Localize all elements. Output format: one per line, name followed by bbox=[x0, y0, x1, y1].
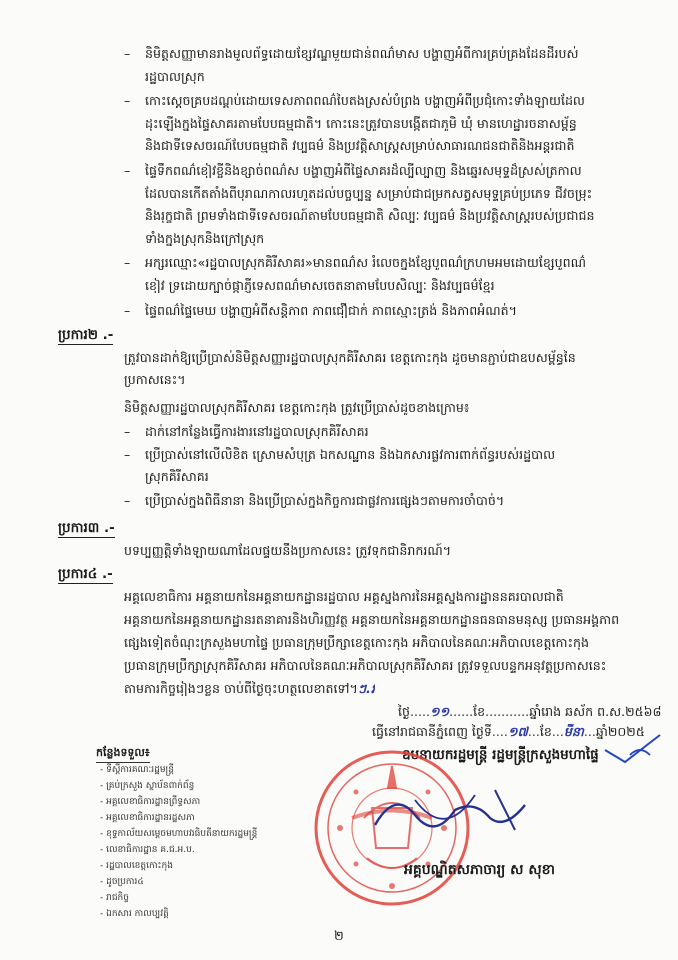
bullet-dash: – bbox=[124, 493, 131, 508]
bullet-text-line: រដ្ឋបាលស្រុក bbox=[145, 68, 205, 84]
recipients-heading: កន្លែងទទួល៖ bbox=[96, 746, 150, 763]
bullet-text-line: ដែលបានកើតតាំងពីបុរាណកាលរហូតដល់បច្ចុប្បន្ន សម្រាប់ជាជម្រកសត្វសមុទ្ទគ្រប់ប្រភេទ ជីវចម្រុះ bbox=[145, 185, 593, 201]
signatory-title: ឧបនាយករដ្ឋមន្ត្រី រដ្ឋមន្ត្រីក្រសួងមហាផ្ទៃ bbox=[402, 747, 599, 763]
bullet-dash: – bbox=[124, 93, 131, 109]
recipient-item: - អគ្គលេខាធិការដ្ឋានព្រឹទ្ធសភា bbox=[100, 797, 201, 807]
initial-mark-icon bbox=[600, 730, 670, 770]
article-2-para-line: ប្រកាសនេះ។ bbox=[124, 372, 186, 387]
bullet-dash: – bbox=[124, 447, 131, 462]
recipient-item: - គ្រប់ក្រសួង ស្ថាប័នពាក់ព័ន្ធ bbox=[100, 781, 195, 791]
bullet-text-line: និមិត្តសញ្ញាមានរាងមូលព័ទ្ធដោយខ្សែវណ្ឌមួយជាន់ពណ៌មាស បង្ហាញអំពីការគ្រប់គ្រងដែនដីរបស់ bbox=[145, 46, 579, 61]
usage-item-line: ដាក់នៅកន្លែងធ្វើការងារនៅរដ្ឋបាលស្រុកគិរីសាគរ bbox=[145, 424, 369, 439]
signatory-name: អគ្គបណ្ឌិតសភាចារ្យ ស សុខា bbox=[404, 862, 555, 878]
article-4-heading: ប្រការ៤ .- bbox=[58, 566, 113, 582]
article-2-lead: និមិត្តសញ្ញារដ្ឋបាលស្រុកគិរីសាគរ ខេត្តកោះកុង ត្រូវប្រើប្រាស់ដូចខាងក្រោម៖ bbox=[124, 400, 470, 415]
usage-item-line: ប្រើប្រាស់នៅលើលិខិត ស្រោមសំបុត្រ ឯកសណ្ឋាន និងឯកសារផ្លូវការពាក់ព័ន្ធរបស់រដ្ឋបាល bbox=[145, 447, 556, 462]
article-4-para-line: ផ្សេងទៀតចំណុះក្រសួងមហាផ្ទៃ ប្រធានក្រុមប្រឹក្សាខេត្តកោះកុង អភិបាលនៃគណៈអភិបាលខេត្តកោះកុង bbox=[124, 635, 589, 650]
recipient-item: - លេខាធិការដ្ឋាន គ.ជ.អ.ប. bbox=[100, 845, 195, 855]
recipient-item: - រដ្ឋបាលខេត្តកោះកុង bbox=[100, 861, 173, 871]
signature-icon bbox=[355, 770, 555, 850]
article-4-para-line: តាមភារកិច្ចរៀងៗខ្លួន ចាប់ពីថ្ងៃចុះហត្ថលេខាតទៅ។ៗ.វ bbox=[124, 681, 375, 696]
recipient-item: - ឯកសារ កាលប្បវត្តិ bbox=[100, 909, 169, 919]
article-3-para: បទប្បញ្ញត្តិទាំងឡាយណាដែលផ្ទុយនឹងប្រកាសនេះ ត្រូវទុកជានិរាករណ៍។ bbox=[124, 543, 452, 558]
usage-item-line: ប្រើប្រាស់ក្នុងពិធីនានា និងប្រើប្រាស់ក្នុងកិច្ចការជាផ្លូវការផ្សេងៗតាមការចាំបាច់។ bbox=[145, 493, 505, 508]
handwritten-mark: ៗ.វ bbox=[357, 681, 375, 696]
bullet-dash: – bbox=[124, 46, 131, 61]
bullet-text-line: ផ្ទៃទឹកពណ៌ខៀវខ្ចីនិងខ្សាច់ពណ៌ស បង្ហាញអំពីផ្ទៃសាគរដ៏ល្បីល្បាញ និងឆ្នេរសមុទ្ទដ៏ស្រស់ត្រកាល bbox=[145, 163, 582, 178]
page-number: ២ bbox=[334, 929, 344, 944]
article-4-para-line: អគ្គនាយកនៃអគ្គនាយកដ្ឋានរតនាគារនិងហិរញ្ញវត្ថុ អគ្គនាយកនៃអគ្គនាយកដ្ឋានធនធានមនុស្ស ប្រធានអង្គភាព bbox=[124, 612, 620, 627]
recipient-item: - ទីស្តីការគណៈរដ្ឋមន្ត្រី bbox=[100, 765, 174, 775]
bullet-text-line: អក្សរឈ្មោះ«រដ្ឋបាលស្រុកគិរីសាគរ»មានពណ៌ស រំលេចក្នុងខ្សែបូពណ៌ក្រហមអមដោយខ្សែបូពណ៌ bbox=[145, 255, 586, 271]
bullet-text-line: កោះស្តេចគ្របដណ្តប់ដោយទេសភាពពណ៌បៃតងស្រស់បំព្រង បង្ហាញអំពីប្រជុំកោះទាំងឡាយដែល bbox=[145, 93, 585, 109]
bullet-text-line: ខៀវ ទ្រដោយក្បាច់ផ្កាភ្ញីទេសពណ៌មាសចេតនាតាមបែបសិល្បៈ និងវប្បធម៌ខ្មែរ bbox=[145, 278, 495, 293]
bullet-dash: – bbox=[124, 424, 131, 439]
bullet-text-line: ទាំងក្នុងស្រុកនិងក្រៅស្រុក bbox=[145, 230, 265, 246]
solar-date: ធ្វើនៅរាជធានីភ្នំពេញ ថ្ងៃទី....១៧...ខែ...មីនា...ឆ្នាំ២០២៥ bbox=[372, 724, 645, 739]
recipient-item: - ខុទ្ទកាល័យសម្ដេចមហាបវរធិបតីនាយករដ្ឋមន្ត្រី bbox=[100, 829, 258, 839]
article-2-heading: ប្រការ២ .- bbox=[58, 327, 114, 343]
recipient-item: - រាជកិច្ច bbox=[100, 893, 129, 903]
bullet-text-line: និងជាទីទេសចរណ៍បែបធម្មជាតិ វប្បធម៌ និងប្រវត្តិសាស្ត្រសម្រាប់សាធារណជនជាតិនិងអន្តរជាតិ bbox=[145, 138, 575, 154]
bullet-text-line: ដុះឡើងក្នុងផ្ទៃសាគរតាមបែបធម្មជាតិ។ កោះនេះត្រូវបានបង្កើតជាភូមិ ឃុំ មានហេដ្ឋារចនាសម្ព័ន្ធ bbox=[145, 115, 577, 131]
lunar-date: ថ្ងៃ.....១១......ខែ...........ឆ្នាំរោង ឆស័ក ព.ស.២៥៦៨ bbox=[398, 704, 662, 719]
bullet-dash: – bbox=[124, 255, 131, 271]
recipient-item: - អគ្គលេខាធិការដ្ឋានរដ្ឋសភា bbox=[100, 813, 195, 823]
bullet-dash: – bbox=[124, 302, 131, 318]
article-4-para-line: អគ្គលេខាធិការ អគ្គនាយកនៃអគ្គនាយកដ្ឋានរដ្ឋបាល អគ្គស្នងការនៃអគ្គស្នងការដ្ឋាននគរបាលជាតិ bbox=[124, 589, 564, 604]
bullet-dash: – bbox=[124, 163, 131, 178]
usage-item-line: ស្រុកគិរីសាគរ bbox=[145, 469, 209, 484]
recipient-item: - ដូចប្រការ៤ bbox=[100, 877, 144, 887]
article-3-heading: ប្រការ៣ .- bbox=[58, 520, 115, 536]
bullet-text-line: ផ្ទៃពណ៌ផ្ទៃមេឃ បង្ហាញអំពីសន្តិភាព ភាពជឿជាក់ ភាពស្មោះត្រង់ និងភាពអំណត់។ bbox=[145, 302, 517, 318]
article-2-para-line: ត្រូវបានដាក់ឱ្យប្រើប្រាស់និមិត្តសញ្ញារដ្ឋបាលស្រុកគិរីសាគរ ខេត្តកោះកុង ដូចមានភ្ជាប់ជាឧបសម្ព័ន្ធនៃ bbox=[124, 350, 576, 365]
article-4-para-line: ប្រធានក្រុមប្រឹក្សាស្រុកគិរីសាគរ អភិបាលនៃគណៈអភិបាលស្រុកគិរីសាគរ ត្រូវទទួលបន្ទុកអនុវត្តប្រកាសនេះ bbox=[124, 658, 607, 673]
bullet-text-line: និងរុក្ខជាតិ ព្រមទាំងជាទីទេសចរណ៍តាមបែបធម្មជាតិ សិល្បៈ វប្បធម៌ និងប្រវត្តិសាស្ត្ររបស់ប្រជាជន bbox=[145, 208, 595, 224]
